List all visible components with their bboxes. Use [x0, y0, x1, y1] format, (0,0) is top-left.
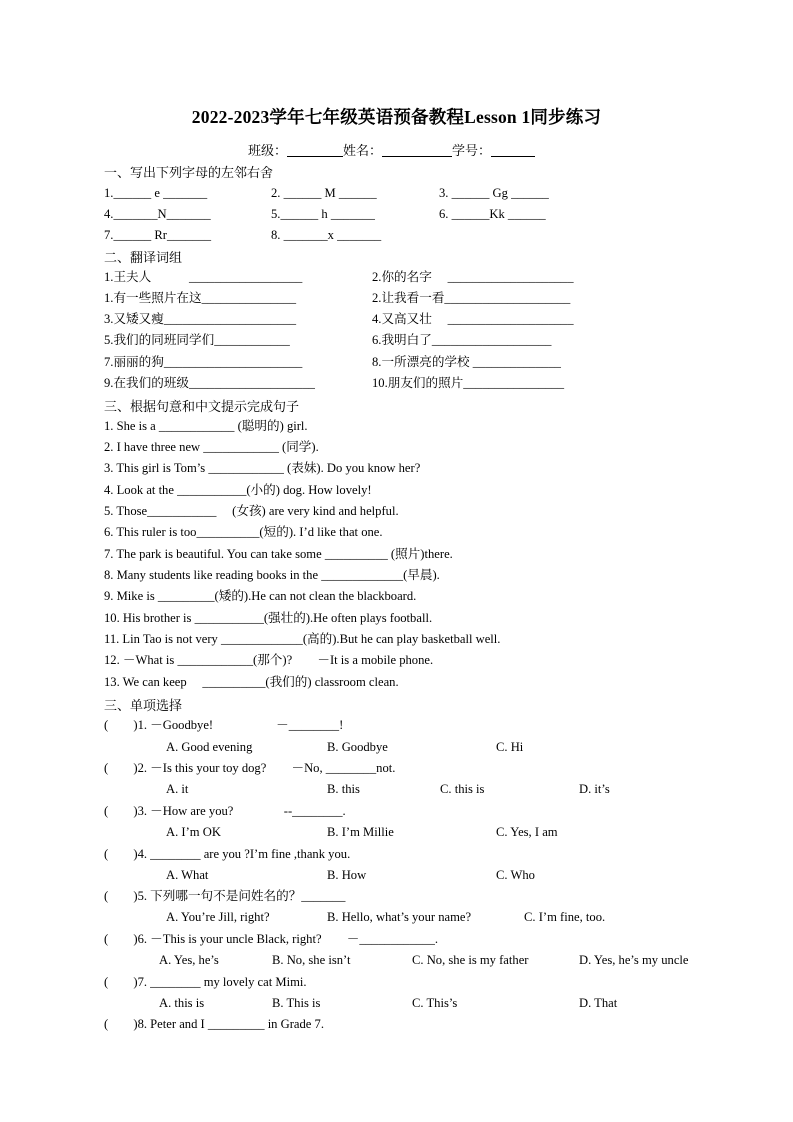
- sentence-item: 11. Lin Tao is not very _____________(高的).But he can play basketball well.: [104, 632, 501, 646]
- choice-option: D. Yes, he’s my uncle: [579, 953, 689, 967]
- phrase-item: 1.王夫人 __________________: [104, 270, 303, 284]
- letter-item: 6. ______Kk ______: [439, 207, 546, 221]
- letter-item: 2. ______ M ______: [271, 186, 377, 200]
- choice-option: B. This is: [272, 996, 321, 1010]
- choice-option: C. Hi: [496, 740, 524, 754]
- sentence-item: 3. This girl is Tom’s ____________ (表妹). Do you know her?: [104, 461, 421, 475]
- class-label: 班级：: [248, 143, 288, 158]
- letter-item: 7.______ Rr_______: [104, 228, 212, 242]
- sentence-item: 6. This ruler is too__________(短的). I’d like that one.: [104, 525, 383, 539]
- choice-option: C. No, she is my father: [412, 953, 529, 967]
- choice-option: B. I’m Millie: [327, 825, 394, 839]
- choice-option: B. How: [327, 868, 367, 882]
- choice-question: ( )5. 下列哪一句不是问姓名的？_______: [104, 889, 346, 903]
- choice-option: A. You’re Jill, right?: [166, 910, 270, 924]
- choice-option: C. this is: [440, 782, 485, 796]
- phrase-item: 2.让我看一看____________________: [372, 291, 571, 305]
- choice-question: ( )8. Peter and I _________ in Grade 7.: [104, 1017, 324, 1031]
- name-label: 姓名：: [343, 143, 383, 158]
- sentence-item: 5. Those___________ (女孩) are very kind and helpful.: [104, 504, 399, 518]
- choice-option: C. I’m fine, too.: [524, 910, 606, 924]
- choice-option: B. this: [327, 782, 360, 796]
- section-heading-4: 三、单项选择: [104, 698, 183, 713]
- letter-item: 5.______ h _______: [271, 207, 375, 221]
- section-heading-3: 三、根据句意和中文提示完成句子: [104, 399, 300, 414]
- sentence-item: 8. Many students like reading books in the _____________(早晨).: [104, 568, 440, 582]
- section-heading-2: 二、翻译词组: [104, 250, 183, 265]
- choice-option: A. Yes, he’s: [159, 953, 219, 967]
- sentence-item: 1. She is a ____________ (聪明的) girl.: [104, 419, 308, 433]
- number-label: 学号：: [452, 143, 492, 158]
- choice-question: ( )1. －Goodbye! －________!: [104, 718, 344, 732]
- choice-question: ( )7. ________ my lovely cat Mimi.: [104, 975, 307, 989]
- name-blank: [382, 143, 452, 157]
- letter-item: 4._______N_______: [104, 207, 211, 221]
- letter-item: 8. _______x _______: [271, 228, 382, 242]
- choice-option: B. Goodbye: [327, 740, 388, 754]
- sentence-item: 13. We can keep __________(我们的) classroom clean.: [104, 675, 399, 689]
- letter-item: 3. ______ Gg ______: [439, 186, 549, 200]
- phrase-item: 5.我们的同班同学们____________: [104, 333, 290, 347]
- phrase-item: 8.一所漂亮的学校 ______________: [372, 355, 561, 369]
- choice-question: ( )2. －Is this your toy dog? －No, ________not.: [104, 761, 396, 775]
- choice-option: C. Who: [496, 868, 535, 882]
- choice-option: A. I’m OK: [166, 825, 221, 839]
- phrase-item: 10.朋友们的照片________________: [372, 376, 565, 390]
- choice-option: A. Good evening: [166, 740, 253, 754]
- sentence-item: 7. The park is beautiful. You can take some __________ (照片)there.: [104, 547, 453, 561]
- phrase-item: 2.你的名字 ____________________: [372, 270, 574, 284]
- student-info-row: [248, 140, 535, 159]
- sentence-item: 12. －What is ____________(那个)? －It is a mobile phone.: [104, 653, 434, 667]
- sentence-item: 4. Look at the ___________(小的) dog. How lovely!: [104, 483, 372, 497]
- phrase-item: 4.又高又壮 ____________________: [372, 312, 574, 326]
- choice-question: ( )3. －How are you? --________.: [104, 804, 346, 818]
- choice-option: A. this is: [159, 996, 205, 1010]
- phrase-item: 9.在我们的班级____________________: [104, 376, 315, 390]
- letter-item: 1.______ e _______: [104, 186, 208, 200]
- phrase-item: 3.又矮又瘦_____________________: [104, 312, 297, 326]
- section-heading-1: 一、写出下列字母的左邻右舍: [104, 165, 274, 180]
- choice-option: B. No, she isn’t: [272, 953, 351, 967]
- phrase-item: 7.丽丽的狗______________________: [104, 355, 303, 369]
- choice-option: A. it: [166, 782, 189, 796]
- phrase-item: 1.有一些照片在这_______________: [104, 291, 297, 305]
- sentence-item: 10. His brother is ___________(强壮的).He often plays football.: [104, 611, 433, 625]
- phrase-item: 6.我明白了___________________: [372, 333, 552, 347]
- number-blank: [491, 143, 535, 157]
- choice-option: D. it’s: [579, 782, 610, 796]
- choice-option: D. That: [579, 996, 618, 1010]
- page-title: 2022-2023学年七年级英语预备教程Lesson 1同步练习: [191, 107, 602, 127]
- sentence-item: 9. Mike is _________(矮的).He can not clean the blackboard.: [104, 589, 417, 603]
- choice-option: B. Hello, what’s your name?: [327, 910, 472, 924]
- sentence-item: 2. I have three new ____________ (同学).: [104, 440, 319, 454]
- choice-question: ( )4. ________ are you ?I’m fine ,thank you.: [104, 847, 351, 861]
- choice-option: C. Yes, I am: [496, 825, 558, 839]
- choice-question: ( )6. －This is your uncle Black, right? －____________.: [104, 932, 439, 946]
- choice-option: C. This’s: [412, 996, 458, 1010]
- class-blank: [287, 143, 343, 157]
- choice-option: A. What: [166, 868, 209, 882]
